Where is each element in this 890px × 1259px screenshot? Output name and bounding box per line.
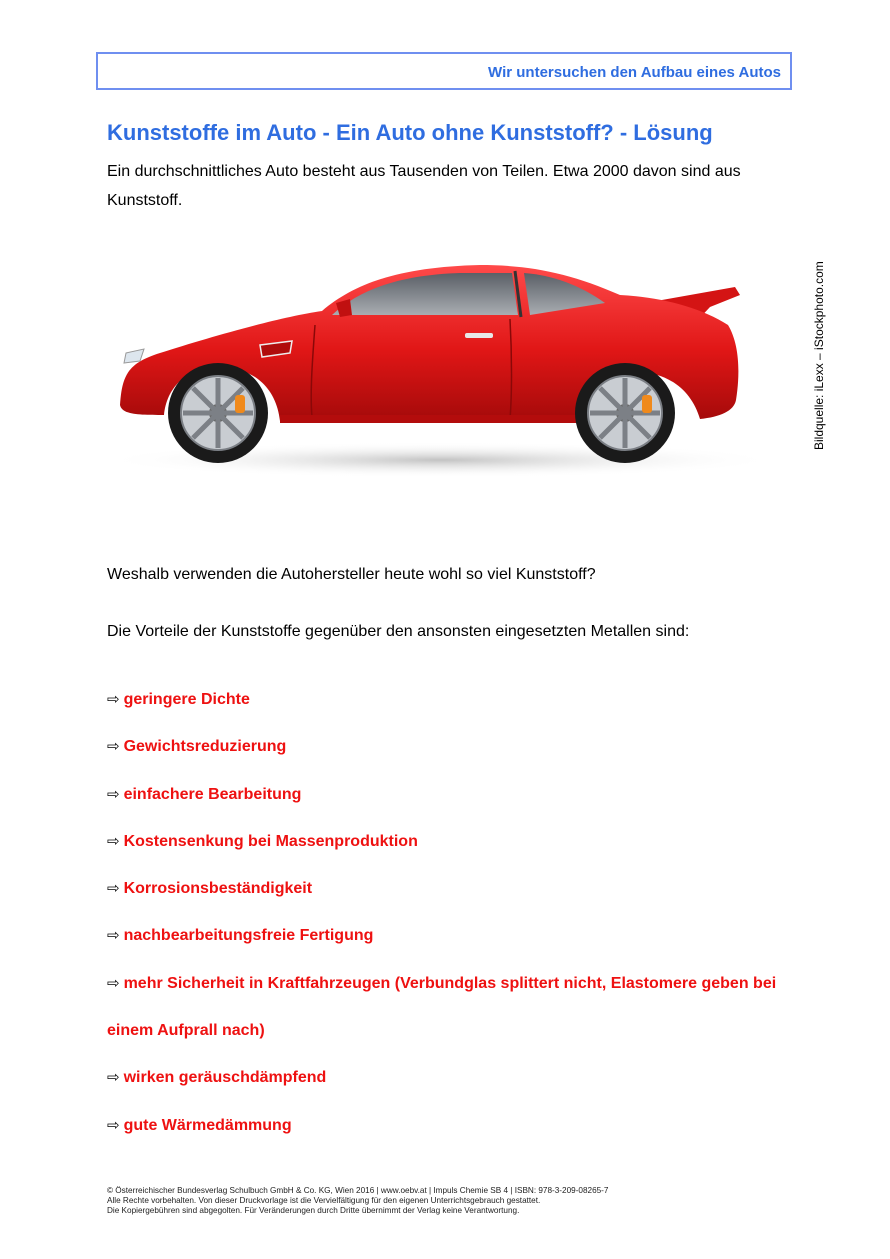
footer <box>107 1186 807 1216</box>
advantages-intro: Die Vorteile der Kunststoffe gegenüber den ansonsten eingesetzten Metallen sind: <box>107 623 690 640</box>
rear-wheel <box>575 363 675 463</box>
advantage-text: einfachere Bearbeitung <box>123 785 302 803</box>
arrow-icon: ⇨ <box>107 785 120 803</box>
image-credit: Bildquelle: iLexx – iStockphoto.com <box>812 261 826 450</box>
advantage-text: Kostensenkung bei Massenproduktion <box>123 832 418 850</box>
question-text: Weshalb verwenden die Autohersteller heute wohl so viel Kunststoff? <box>107 566 596 583</box>
front-wheel <box>168 363 268 463</box>
header-subtitle: Wir untersuchen den Aufbau eines Autos <box>488 64 781 81</box>
advantage-text: Korrosionsbeständigkeit <box>123 880 313 898</box>
list-item <box>107 865 797 912</box>
list-item <box>107 771 797 818</box>
advantage-text: mehr Sicherheit in Kraftfahrzeugen (Verbundglas splittert nicht, Elastomere geben bei einem Aufprall nach) <box>107 974 777 1040</box>
arrow-icon: ⇨ <box>107 832 120 850</box>
arrow-icon: ⇨ <box>107 691 120 708</box>
footer-copyright: © Österreichischer Bundesverlag Schulbuch GmbH & Co. KG, Wien 2016 | www.oebv.at | Impuls Chemie SB 4 | ISBN: 978-3-209-08265-7 <box>107 1186 609 1195</box>
arrow-icon: ⇨ <box>107 974 120 992</box>
arrow-icon: ⇨ <box>107 1116 120 1134</box>
advantage-text: geringere Dichte <box>123 691 250 708</box>
arrow-icon: ⇨ <box>107 880 120 898</box>
header-box <box>96 52 792 90</box>
advantages-list <box>107 676 797 1149</box>
page-title: Kunststoffe im Auto - Ein Auto ohne Kunststoff? - Lösung <box>107 120 713 145</box>
list-item <box>107 1102 797 1149</box>
advantage-text: Gewichtsreduzierung <box>123 738 287 756</box>
car-image <box>100 235 790 505</box>
list-item <box>107 1054 797 1101</box>
list-item <box>107 723 797 770</box>
list-item <box>107 818 797 865</box>
arrow-icon: ⇨ <box>107 738 120 756</box>
footer-disclaimer: Die Kopiergebühren sind abgegolten. Für Veränderungen durch Dritte übernimmt der Verlag keine Verantwortung. <box>107 1206 520 1215</box>
footer-rights: Alle Rechte vorbehalten. Von dieser Druckvorlage ist die Vervielfältigung für den eigenen Unterrichtsgebrauch gestattet. <box>107 1196 541 1205</box>
list-item <box>107 960 797 1055</box>
advantage-text: gute Wärmedämmung <box>123 1116 292 1134</box>
list-item <box>107 676 797 723</box>
list-item <box>107 912 797 959</box>
advantage-text: wirken geräuschdämpfend <box>123 1069 327 1087</box>
intro-text: Ein durchschnittliches Auto besteht aus Tausenden von Teilen. Etwa 2000 davon sind aus Kunststoff. <box>107 163 741 209</box>
arrow-icon: ⇨ <box>107 1069 120 1087</box>
arrow-icon: ⇨ <box>107 927 120 945</box>
advantage-text: nachbearbeitungsfreie Fertigung <box>123 927 374 945</box>
